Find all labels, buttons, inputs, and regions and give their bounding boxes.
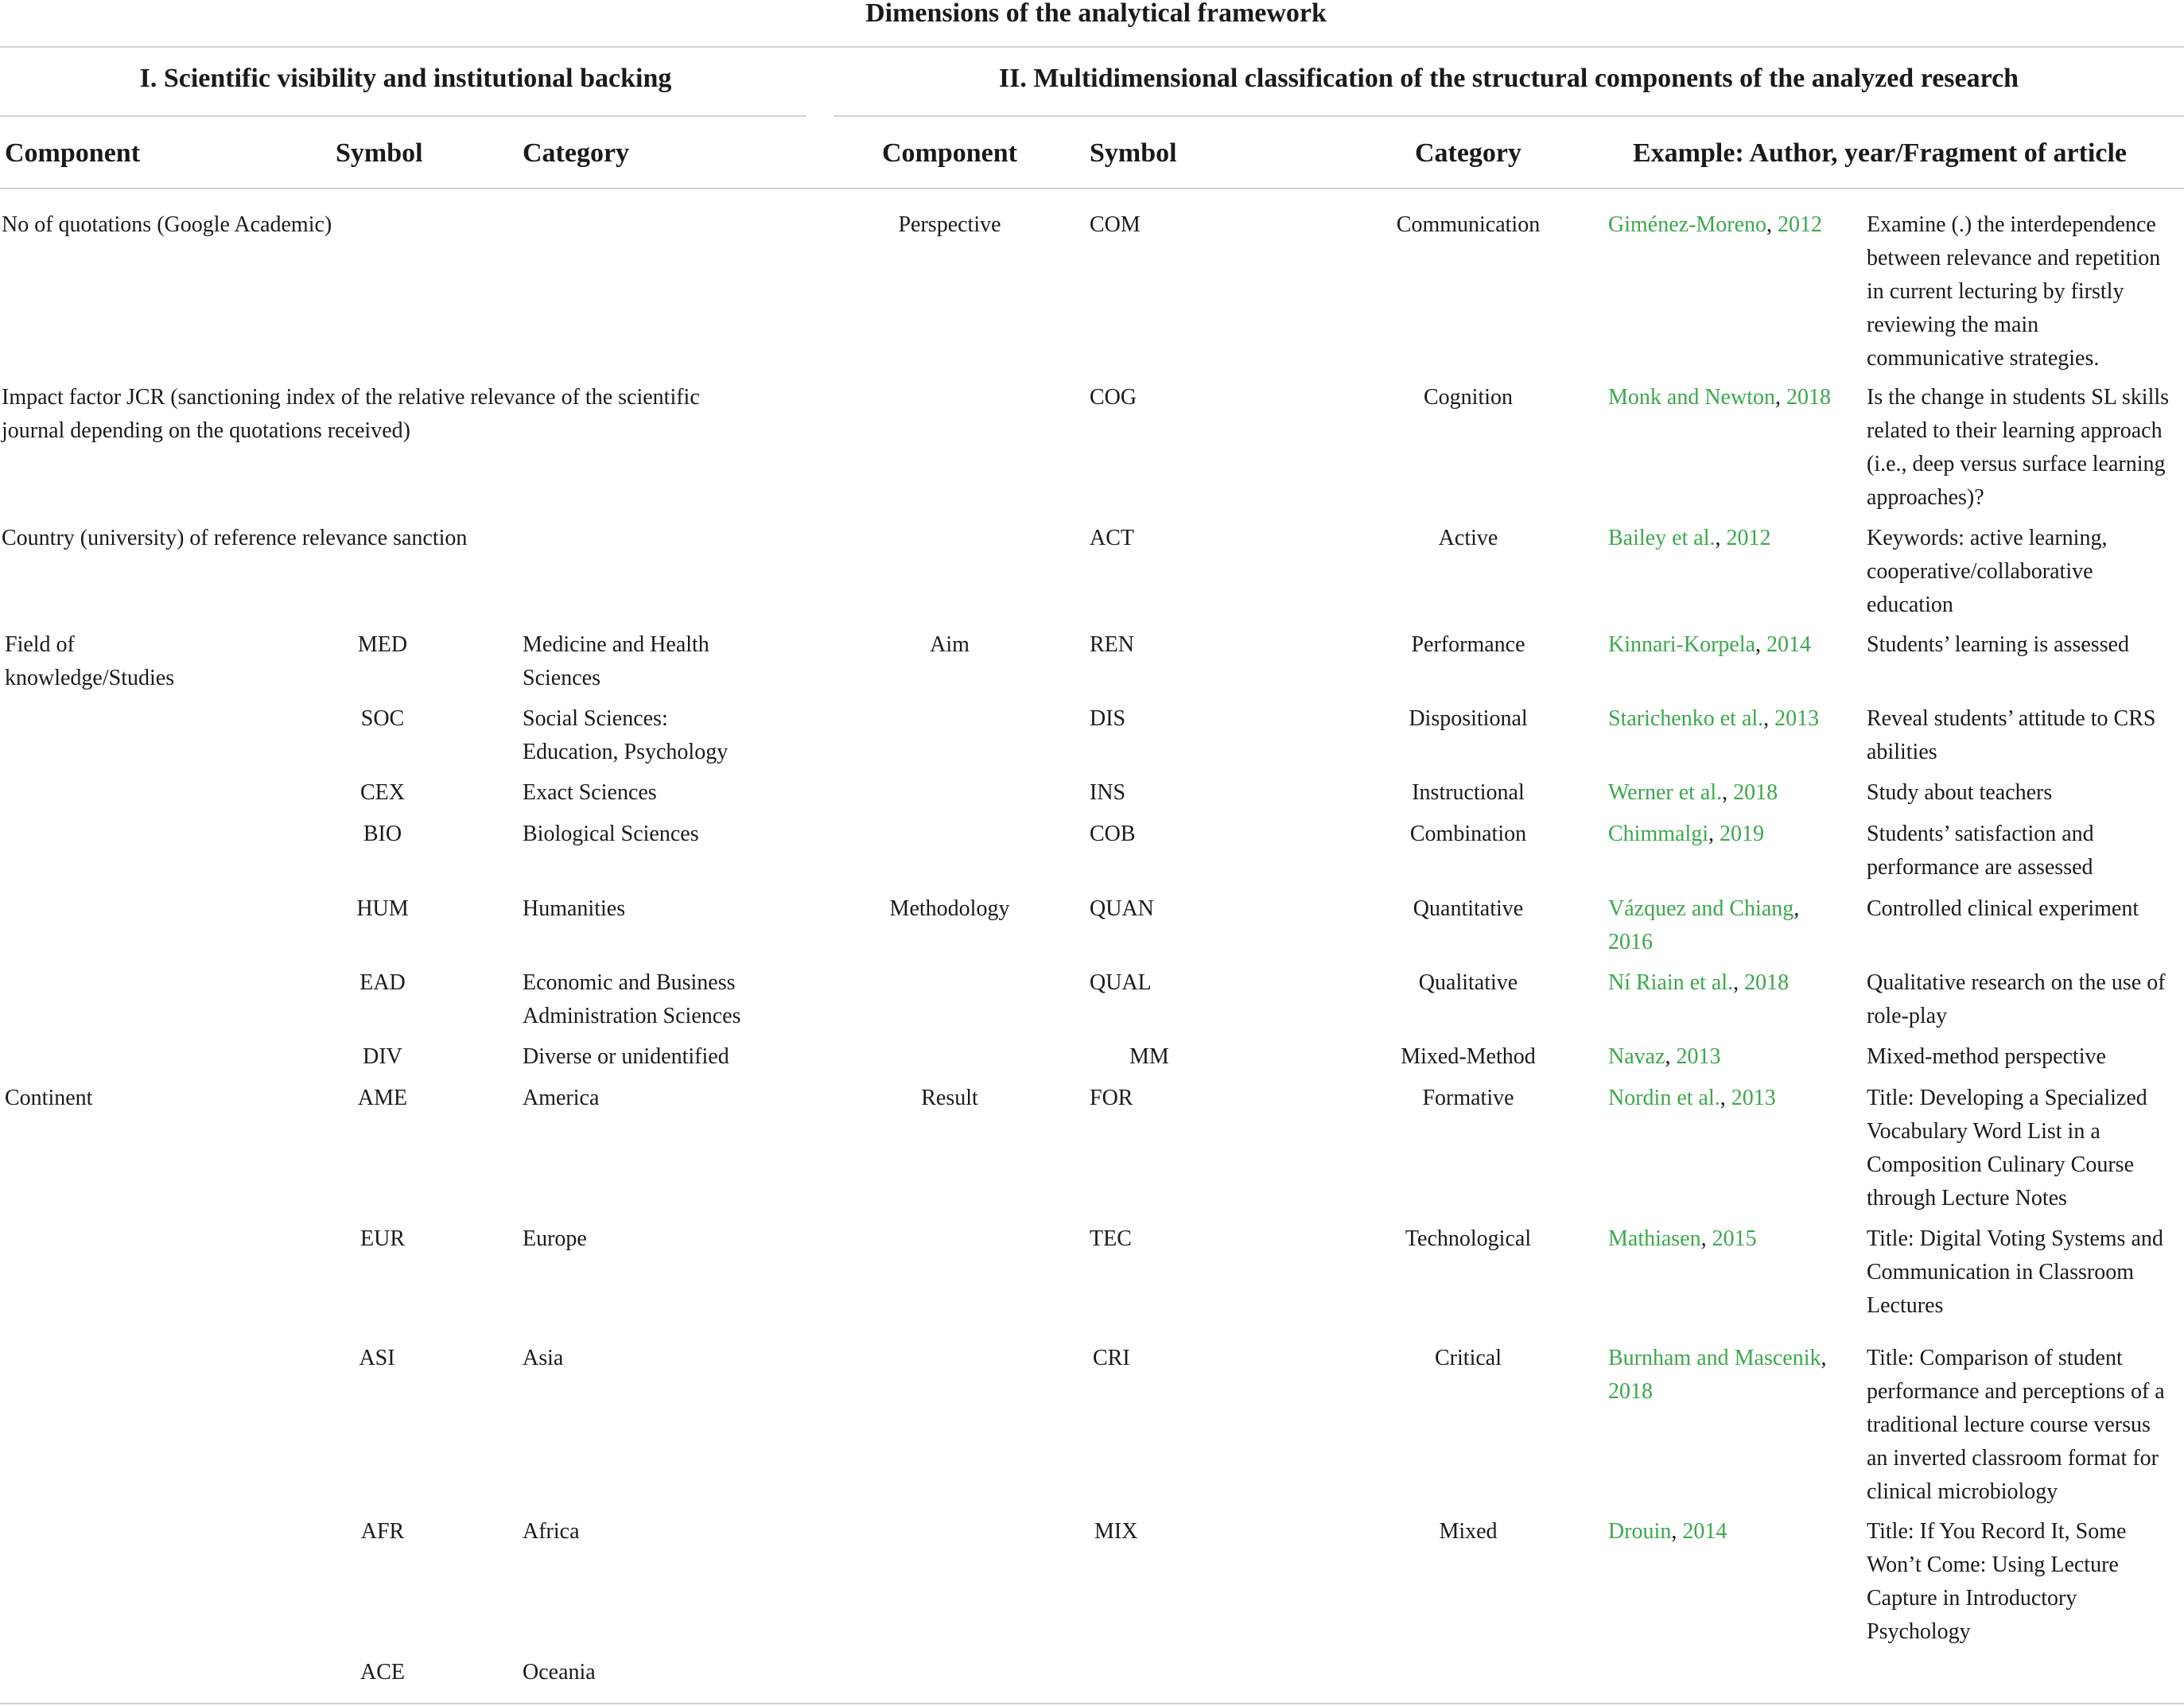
left-category: Sciences <box>523 666 600 690</box>
header-left-symbol: Symbol <box>336 138 423 168</box>
left-category: Administration Sciences <box>523 1004 741 1028</box>
header-right-example: Example: Author, year/Fragment of article <box>1633 138 2127 168</box>
citation-author[interactable]: Nordin et al. <box>1608 1086 1720 1110</box>
citation-author[interactable]: Drouin <box>1608 1519 1672 1544</box>
right-category: Combination <box>1409 822 1527 846</box>
right-fragment: Students’ satisfaction and <box>1867 822 2094 846</box>
right-fragment: related to their learning approach <box>1867 418 2163 443</box>
header-right-component: Component <box>881 138 1018 168</box>
right-symbol: QUAN <box>1090 896 1154 921</box>
right-category: Dispositional <box>1409 706 1528 731</box>
right-fragment: clinical microbiology <box>1867 1479 2058 1504</box>
right-category: Formative <box>1422 1086 1514 1110</box>
left-component: journal depending on the quotations received) <box>2 418 410 443</box>
left-symbol: ACE <box>360 1660 405 1685</box>
right-fragment: performance and perceptions of a <box>1867 1379 2165 1404</box>
right-symbol: REN <box>1090 632 1134 657</box>
right-citation[interactable]: Werner et al., 2018 <box>1608 780 1778 805</box>
citation-author[interactable]: Kinnari-Korpela <box>1608 632 1756 657</box>
right-fragment: abilities <box>1867 740 1937 764</box>
citation-year[interactable]: 2015 <box>1712 1226 1757 1251</box>
section-left-title: I. Scientific visibility and institutional backing <box>139 64 672 93</box>
left-category: Biological Sciences <box>523 822 699 846</box>
left-component: Field of <box>5 632 75 657</box>
right-fragment: through Lecture Notes <box>1867 1186 2067 1211</box>
right-citation[interactable]: Bailey et al., 2012 <box>1608 526 1771 550</box>
header-right-category: Category <box>1414 138 1522 168</box>
right-category: Cognition <box>1423 385 1514 410</box>
left-symbol: AFR <box>360 1519 405 1544</box>
right-category: Qualitative <box>1418 970 1518 995</box>
right-fragment: communicative strategies. <box>1867 346 2100 371</box>
left-symbol: BIO <box>363 822 402 846</box>
right-fragment: Psychology <box>1867 1619 1971 1644</box>
left-component: Impact factor JCR (sanctioning index of the relative relevance of the scientific <box>2 385 700 410</box>
right-fragment: performance are assessed <box>1867 855 2093 880</box>
right-fragment: Lectures <box>1867 1293 1944 1318</box>
right-component: Aim <box>930 632 970 657</box>
citation-author[interactable]: Bailey et al. <box>1608 526 1716 550</box>
right-fragment: Title: Comparison of student <box>1867 1346 2123 1370</box>
right-symbol: MM <box>1129 1044 1169 1069</box>
right-symbol: FOR <box>1090 1086 1133 1110</box>
right-symbol: COG <box>1090 385 1137 410</box>
rule-section-left <box>0 115 806 117</box>
citation-year[interactable]: 2013 <box>1676 1044 1721 1069</box>
left-symbol: EAD <box>359 970 406 995</box>
right-fragment: Study about teachers <box>1867 780 2053 805</box>
right-fragment: Title: Developing a Specialized <box>1867 1086 2147 1110</box>
right-fragment: Title: If You Record It, Some <box>1867 1519 2127 1544</box>
citation-year[interactable]: 2013 <box>1731 1086 1776 1110</box>
right-citation[interactable]: Kinnari-Korpela, 2014 <box>1608 632 1812 657</box>
right-component: Result <box>921 1086 978 1110</box>
table-title: Dimensions of the analytical framework <box>865 0 1327 28</box>
citation-author[interactable]: Werner et al. <box>1608 780 1723 805</box>
citation-year[interactable]: 2013 <box>1774 706 1820 731</box>
left-category: Medicine and Health <box>523 632 709 657</box>
citation-author[interactable]: Giménez-Moreno <box>1608 212 1767 237</box>
citation-year[interactable]: 2018 <box>1786 385 1831 410</box>
left-symbol: CEX <box>360 780 405 805</box>
rule-section-right <box>834 115 2184 117</box>
citation-author[interactable]: Chimmalgi <box>1608 822 1708 846</box>
right-category: Mixed-Method <box>1401 1044 1536 1069</box>
citation-year[interactable]: 2018 <box>1744 970 1790 995</box>
left-symbol: MED <box>357 632 408 657</box>
right-fragment: Communication in Classroom <box>1867 1260 2134 1284</box>
right-fragment: Examine (.) the interdependence <box>1867 212 2156 237</box>
right-citation[interactable]: Giménez-Moreno, 2012 <box>1608 212 1823 237</box>
right-fragment: cooperative/collaborative <box>1867 559 2093 584</box>
citation-year[interactable]: 2012 <box>1778 212 1823 237</box>
left-category: Social Sciences: <box>523 706 668 731</box>
left-symbol: SOC <box>360 706 405 731</box>
right-citation[interactable]: Navaz, 2013 <box>1608 1044 1721 1069</box>
header-left-category: Category <box>523 138 630 168</box>
right-fragment: Capture in Introductory <box>1867 1586 2077 1611</box>
left-category: Diverse or unidentified <box>523 1044 729 1069</box>
right-symbol: DIS <box>1090 706 1126 731</box>
citation-author[interactable]: Burnham and Mascenik <box>1608 1346 1821 1370</box>
header-right-symbol: Symbol <box>1090 138 1177 168</box>
left-category: Economic and Business <box>523 970 736 995</box>
left-symbol: DIV <box>363 1044 402 1069</box>
citation-author[interactable]: Vázquez and Chiang <box>1608 896 1794 921</box>
right-fragment: Is the change in students SL skills <box>1867 385 2170 410</box>
left-category: Humanities <box>523 896 626 921</box>
rule-bottom <box>0 1703 2184 1704</box>
right-fragment: approaches)? <box>1867 485 1984 510</box>
right-category: Critical <box>1435 1346 1502 1370</box>
right-fragment: Title: Digital Voting Systems and <box>1867 1226 2163 1251</box>
right-citation[interactable]: Ní Riain et al., 2018 <box>1608 970 1790 995</box>
right-fragment: (i.e., deep versus surface learning <box>1867 452 2166 476</box>
right-fragment: role-play <box>1867 1004 1948 1028</box>
citation-author[interactable]: Starichenko et al. <box>1608 706 1764 731</box>
left-category: America <box>523 1086 600 1110</box>
right-category: Technological <box>1405 1226 1532 1251</box>
right-symbol: COB <box>1090 822 1136 846</box>
citation-year[interactable]: 2014 <box>1682 1519 1727 1544</box>
rule-top <box>0 46 2184 48</box>
right-fragment: Vocabulary Word List in a <box>1867 1119 2100 1144</box>
right-symbol: TEC <box>1090 1226 1132 1251</box>
right-fragment: traditional lecture course versus <box>1867 1413 2151 1437</box>
left-category: Exact Sciences <box>523 780 657 805</box>
right-fragment: Students’ learning is assessed <box>1867 632 2129 657</box>
citation-year[interactable]: 2012 <box>1726 526 1771 550</box>
left-category: Oceania <box>523 1660 596 1685</box>
citation-author[interactable]: Mathiasen <box>1608 1226 1701 1251</box>
right-category: Communication <box>1396 212 1541 237</box>
citation-author[interactable]: Ní Riain et al. <box>1608 970 1734 995</box>
right-citation[interactable]: Burnham and Mascenik, <box>1608 1346 1827 1370</box>
citation-author[interactable]: Monk and Newton <box>1608 385 1775 410</box>
citation-year[interactable]: 2014 <box>1766 632 1812 657</box>
left-symbol: HUM <box>356 896 409 921</box>
right-category: Instructional <box>1412 780 1525 805</box>
right-symbol: MIX <box>1094 1519 1138 1544</box>
right-symbol: QUAL <box>1090 970 1152 995</box>
right-citation[interactable]: Monk and Newton, 2018 <box>1608 385 1831 410</box>
right-fragment: Mixed-method perspective <box>1867 1044 2106 1069</box>
citation-year[interactable]: 2018 <box>1733 780 1778 805</box>
right-citation[interactable]: Chimmalgi, 2019 <box>1608 822 1764 846</box>
left-category: Africa <box>523 1519 580 1544</box>
left-component: Country (university) of reference relevance sanction <box>2 526 468 550</box>
right-category: Performance <box>1411 632 1525 657</box>
right-component: Methodology <box>889 896 1010 921</box>
right-symbol: CRI <box>1093 1346 1130 1370</box>
citation-year[interactable]: 2019 <box>1720 822 1764 846</box>
right-fragment: education <box>1867 593 1953 617</box>
citation-author[interactable]: Navaz <box>1608 1044 1665 1069</box>
left-component: Continent <box>5 1086 93 1110</box>
right-citation[interactable]: Vázquez and Chiang, <box>1608 896 1800 921</box>
right-fragment: between relevance and repetition <box>1867 246 2161 270</box>
right-fragment: Controlled clinical experiment <box>1867 896 2139 921</box>
left-symbol: AME <box>357 1086 408 1110</box>
right-fragment: Reveal students’ attitude to CRS <box>1867 706 2156 731</box>
right-symbol: INS <box>1090 780 1126 805</box>
right-category: Mixed <box>1439 1519 1498 1544</box>
right-component: Perspective <box>898 212 1001 237</box>
right-fragment: Won’t Come: Using Lecture <box>1867 1552 2119 1577</box>
citation-year[interactable]: 2016 <box>1608 930 1653 954</box>
left-category: Education, Psychology <box>523 740 729 764</box>
left-category: Asia <box>523 1346 564 1370</box>
right-citation[interactable]: Drouin, 2014 <box>1608 1519 1727 1544</box>
right-category: Active <box>1438 526 1498 550</box>
citation-year[interactable]: 2018 <box>1608 1379 1653 1404</box>
left-symbol: ASI <box>359 1346 395 1370</box>
right-fragment: an inverted classroom format for <box>1867 1446 2159 1471</box>
right-symbol: COM <box>1090 212 1141 237</box>
right-fragment: in current lecturing by firstly <box>1867 279 2124 304</box>
right-fragment: Composition Culinary Course <box>1867 1152 2134 1177</box>
left-category: Europe <box>523 1226 587 1251</box>
header-left-component: Component <box>5 138 141 168</box>
right-symbol: ACT <box>1090 526 1134 550</box>
right-citation[interactable]: Starichenko et al., 2013 <box>1608 706 1820 731</box>
right-fragment: Keywords: active learning, <box>1867 526 2108 550</box>
left-component: No of quotations (Google Academic) <box>2 212 332 237</box>
section-right-title: II. Multidimensional classification of the structural components of the analyzed research <box>998 64 2019 93</box>
right-fragment: reviewing the main <box>1867 313 2039 337</box>
right-category: Quantitative <box>1413 896 1524 921</box>
left-symbol: EUR <box>360 1226 405 1251</box>
right-fragment: Qualitative research on the use of <box>1867 970 2166 995</box>
left-component: knowledge/Studies <box>5 666 175 690</box>
right-citation[interactable]: Mathiasen, 2015 <box>1608 1226 1757 1251</box>
rule-header <box>0 188 2184 189</box>
right-citation[interactable]: Nordin et al., 2013 <box>1608 1086 1776 1110</box>
